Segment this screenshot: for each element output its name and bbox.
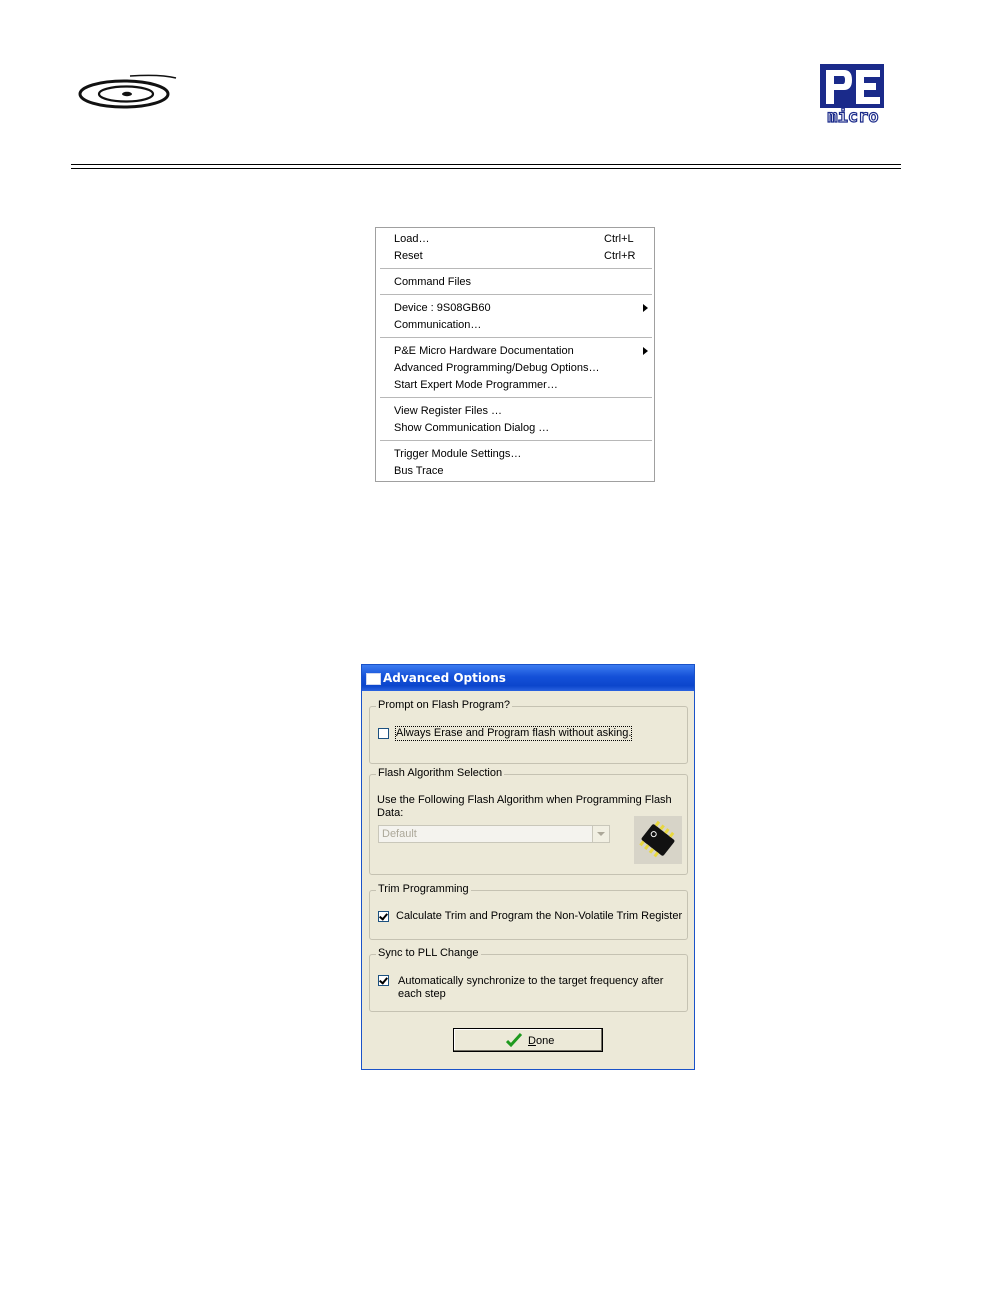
menu-item-reset[interactable]: Reset Ctrl+R xyxy=(394,250,636,262)
menu-separator xyxy=(380,397,652,398)
algorithm-group-label: Flash Algorithm Selection xyxy=(378,767,503,779)
dialog-titlebar[interactable] xyxy=(362,665,694,691)
sync-pll-label-line2[interactable]: each step xyxy=(398,988,446,1000)
menu-item-command-files[interactable]: Command Files xyxy=(394,276,472,288)
calculate-trim-label[interactable]: Calculate Trim and Program the Non-Volatile Trim Register xyxy=(396,910,683,922)
context-menu xyxy=(375,227,655,482)
dialog-title: Advanced Options xyxy=(383,671,506,685)
menu-item-hardware-documentation[interactable]: P&E Micro Hardware Documentation xyxy=(394,343,650,360)
menu-item-bus-trace[interactable]: Bus Trace xyxy=(394,465,444,477)
sync-group xyxy=(369,947,688,1012)
sync-group-label: Sync to PLL Change xyxy=(378,947,479,959)
menu-item-advanced-options[interactable]: Advanced Programming/Debug Options… xyxy=(394,362,600,374)
menu-item-show-communication-dialog[interactable]: Show Communication Dialog … xyxy=(394,422,550,434)
flash-algorithm-select[interactable] xyxy=(378,825,610,843)
prompt-group-label: Prompt on Flash Program? xyxy=(378,699,511,711)
prompt-group xyxy=(369,699,688,764)
done-button-label: Done xyxy=(528,1035,555,1047)
chevron-down-icon xyxy=(597,832,605,836)
sync-pll-label-line1[interactable]: Automatically synchronize to the target frequency after xyxy=(398,975,664,987)
menu-item-view-register-files[interactable]: View Register Files … xyxy=(394,405,502,417)
checkmark-icon xyxy=(379,975,388,984)
calculate-trim-checkbox[interactable] xyxy=(378,911,389,922)
header-rule xyxy=(71,164,901,165)
always-erase-label[interactable]: Always Erase and Program flash without asking. xyxy=(396,727,632,739)
menu-item-communication[interactable]: Communication… xyxy=(394,319,482,331)
checkmark-icon xyxy=(379,911,388,920)
submenu-arrow-icon xyxy=(643,304,648,312)
menu-separator xyxy=(380,294,652,295)
done-button[interactable] xyxy=(453,1028,603,1052)
green-check-icon xyxy=(506,1032,522,1048)
advanced-options-dialog xyxy=(361,664,695,1070)
swirl-logo-icon xyxy=(70,70,180,118)
trim-group xyxy=(369,883,688,940)
menu-separator xyxy=(380,440,652,441)
header-rule xyxy=(71,168,901,169)
pe-micro-logo-text: micro xyxy=(827,107,879,127)
dropdown-button[interactable] xyxy=(592,826,609,842)
menu-separator xyxy=(380,268,652,269)
menu-item-expert-mode[interactable]: Start Expert Mode Programmer… xyxy=(394,379,558,391)
flash-algorithm-value: Default xyxy=(382,828,417,840)
menu-item-device[interactable]: Device : 9S08GB60 xyxy=(394,300,650,317)
sync-pll-checkbox[interactable] xyxy=(378,975,389,986)
menu-separator xyxy=(380,337,652,338)
algorithm-instruction: Use the Following Flash Algorithm when Programming Flash Data: xyxy=(377,794,672,819)
submenu-arrow-icon xyxy=(643,347,648,355)
trim-group-label: Trim Programming xyxy=(378,883,469,895)
menu-item-trigger-module[interactable]: Trigger Module Settings… xyxy=(394,448,522,460)
chip-icon[interactable] xyxy=(634,816,682,864)
menu-item-load[interactable]: Load… Ctrl+L xyxy=(394,233,634,245)
window-icon xyxy=(366,673,381,685)
always-erase-checkbox[interactable] xyxy=(378,728,389,739)
